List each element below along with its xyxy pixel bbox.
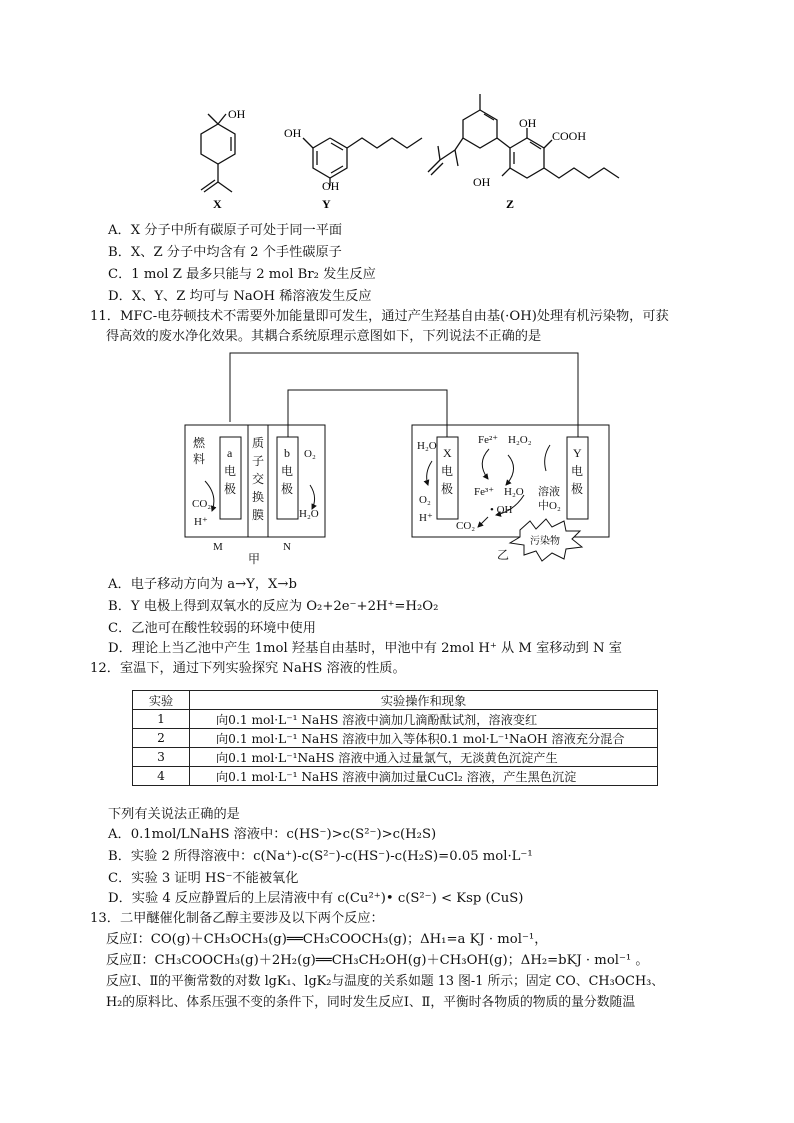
molecule-y — [303, 138, 422, 186]
molecule-x — [201, 114, 235, 192]
q13-line-4: H₂的原料比、体系压强不变的条件下，同时发生反应Ⅰ、Ⅱ，平衡时各物质的物质的量分数随温 — [106, 995, 636, 1010]
molecule-z — [428, 94, 619, 178]
dissolved-o2-1: 溶液 — [538, 486, 560, 498]
x-electrode-3: 极 — [441, 482, 454, 496]
table-cell: 向0.1 mol·L⁻¹ NaHS 溶液中滴加几滴酚酞试剂，溶液变红 — [190, 710, 658, 729]
m-label: M — [213, 541, 223, 553]
fe3-label: Fe³⁺ — [474, 486, 495, 498]
y-electrode-1: Y — [573, 446, 582, 460]
q11-option-c: C．乙池可在酸性较弱的环境中使用 — [108, 621, 316, 636]
q11-option-d: D．理论上当乙池中产生 1mol 羟基自由基时，甲池中有 2mol H⁺ 从 M 室移动到 N 室 — [108, 641, 622, 656]
q13-line-3: 反应Ⅰ、Ⅱ的平衡常数的对数 lgK₁、lgK₂与温度的关系如题 13 图-1 所示；固定 CO、CH₃OCH₃、 — [106, 974, 665, 989]
x-h2o-label: H₂O — [417, 440, 437, 452]
a-electrode-3: 极 — [224, 482, 237, 496]
h2o2-label: H₂O₂ — [508, 434, 532, 446]
hplus-label: H⁺ — [194, 516, 208, 528]
table-cell: 1 — [133, 710, 190, 729]
a-electrode-1: a — [227, 446, 233, 460]
x-electrode-2: 电 — [441, 464, 454, 478]
table-header-row — [133, 691, 658, 710]
x-o2-label: O₂ — [419, 494, 431, 506]
structure-diagram — [0, 0, 794, 220]
q12-option-d: D．实验 4 反应静置后的上层清液中有 c(Cu²⁺)• c(S²⁻) < Ksp (CuS) — [108, 891, 524, 906]
experiment-table — [132, 690, 658, 786]
table-row — [133, 729, 658, 748]
q10-option-b: B．X、Z 分子中均含有 2 个手性碳原子 — [108, 245, 342, 260]
q13-stem: 13．二甲醚催化制备乙醇主要涉及以下两个反应： — [90, 911, 384, 926]
q11-stem-line1: 11．MFC-电芬顿技术不需要外加能量即可发生，通过产生羟基自由基(·OH)处理有机污染物，可获 — [90, 309, 669, 324]
table-cell: 2 — [133, 729, 190, 748]
table-header-cell: 实验操作和现象 — [190, 691, 658, 710]
dissolved-o2-2: 中O₂ — [538, 500, 561, 512]
o2-label: O₂ — [304, 448, 316, 460]
q12-option-a: A．0.1mol/LNaHS 溶液中：c(HS⁻)>c(S²⁻)>c(H₂S) — [108, 827, 437, 842]
membrane-1: 质 — [252, 436, 265, 450]
z-oh-bottom: OH — [473, 175, 491, 189]
x-oh-label: OH — [228, 107, 246, 121]
table-row — [133, 710, 658, 729]
x-label: X — [213, 197, 222, 211]
b-electrode-1: b — [284, 446, 290, 460]
fuel-label-1: 燃 — [193, 436, 206, 450]
membrane-3: 交 — [252, 472, 265, 486]
table-row — [133, 748, 658, 767]
table-cell: 4 — [133, 767, 190, 786]
co2-label: CO₂ — [192, 498, 212, 510]
mfc-diagram — [0, 345, 794, 575]
oh-radical-label: • OH — [490, 504, 513, 516]
z-oh-top: OH — [519, 116, 537, 130]
table-row — [133, 767, 658, 786]
table-cell: 3 — [133, 748, 190, 767]
table-cell: 向0.1 mol·L⁻¹NaHS 溶液中通入过量氯气，无淡黄色沉淀产生 — [190, 748, 658, 767]
q10-option-c: C．1 mol Z 最多只能与 2 mol Br₂ 发生反应 — [108, 267, 376, 282]
membrane-2: 子 — [252, 454, 265, 468]
x-electrode-1: X — [443, 446, 452, 460]
q12-prompt: 下列有关说法正确的是 — [108, 807, 240, 822]
h2o-label: H₂O — [299, 508, 319, 520]
q13-reaction-2: 反应Ⅱ：CH₃COOCH₃(g)＋2H₂(g)══CH₃CH₂OH(g)＋CH₃OH(g)；ΔH₂=bKJ · mol⁻¹ 。 — [106, 953, 649, 968]
z-label: Z — [506, 197, 515, 211]
h2o-mid-label: H₂O — [504, 486, 524, 498]
table-header-cell: 实验 — [133, 691, 190, 710]
pollutant-label: 污染物 — [530, 536, 560, 547]
y-oh-bottom: OH — [322, 179, 340, 193]
q10-option-a: A．X 分子中所有碳原子可处于同一平面 — [108, 223, 343, 238]
q12-stem: 12．室温下，通过下列实验探究 NaHS 溶液的性质。 — [90, 661, 406, 676]
n-label: N — [283, 541, 291, 553]
y-electrode-2: 电 — [571, 464, 584, 478]
fuel-label-2: 料 — [193, 452, 206, 466]
table-cell: 向0.1 mol·L⁻¹ NaHS 溶液中加入等体积0.1 mol·L⁻¹NaOH 溶液充分混合 — [190, 729, 658, 748]
q12-option-c: C．实验 3 证明 HS⁻不能被氧化 — [108, 871, 299, 886]
fe2-label: Fe²⁺ — [478, 434, 499, 446]
q13-reaction-1: 反应Ⅰ：CO(g)＋CH₃OCH₃(g)══CH₃COOCH₃(g)；ΔH₁=a KJ · mol⁻¹， — [106, 932, 548, 947]
membrane-4: 换 — [252, 490, 265, 504]
q10-option-d: D．X、Y、Z 均可与 NaOH 稀溶液发生反应 — [108, 289, 372, 304]
y-electrode-3: 极 — [571, 482, 584, 496]
a-electrode-2: 电 — [224, 464, 237, 478]
membrane-5: 膜 — [252, 508, 265, 522]
q11-option-b: B．Y 电极上得到双氧水的反应为 O₂+2e⁻+2H⁺=H₂O₂ — [108, 599, 439, 614]
b-electrode-2: 电 — [281, 464, 294, 478]
y-label: Y — [322, 197, 331, 211]
x-hplus-label: H⁺ — [419, 512, 433, 524]
jia-label: 甲 — [248, 552, 261, 566]
b-electrode-3: 极 — [281, 482, 294, 496]
q11-option-a: A．电子移动方向为 a→Y，X→b — [108, 577, 297, 592]
q11-stem-line2: 得高效的废水净化效果。其耦合系统原理示意图如下，下列说法不正确的是 — [106, 329, 542, 344]
yi-label: 乙 — [497, 548, 510, 562]
q12-option-b: B．实验 2 所得溶液中：c(Na⁺)-c(S²⁻)-c(HS⁻)-c(H₂S)=0.05 mol·L⁻¹ — [108, 849, 533, 864]
z-cooh: COOH — [552, 129, 587, 143]
table-cell: 向0.1 mol·L⁻¹ NaHS 溶液中滴加过量CuCl₂ 溶液，产生黑色沉淀 — [190, 767, 658, 786]
co2-out-label: CO₂ — [456, 520, 476, 532]
y-oh-top: OH — [284, 126, 302, 140]
